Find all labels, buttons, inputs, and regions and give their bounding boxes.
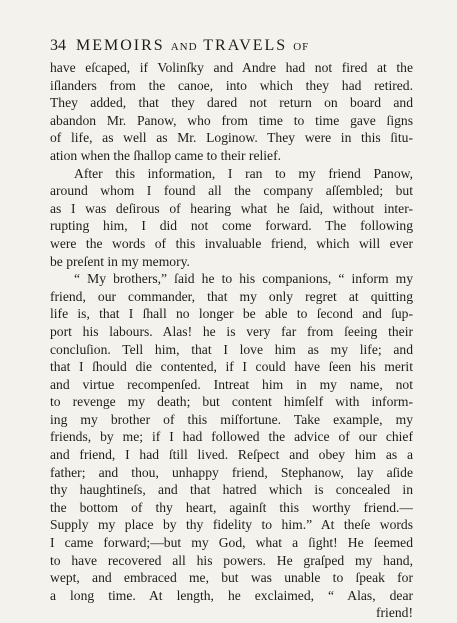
text-line: They added, that they dared not return on board and [50, 95, 413, 111]
text-line: as I was deſirous of hearing what he ſaid, without inter- [50, 200, 413, 216]
running-title-memoirs: MEMOIRS [76, 37, 165, 54]
text-line: friend, our commander, that my only regret at quitting [50, 288, 413, 304]
text-line: After this information, I ran to my friend Panow, [74, 165, 413, 181]
text-line: iſlanders from the canoe, into which they had retired. [50, 77, 413, 93]
text-line: abandon Mr. Panow, who from time to time gave ſigns [50, 112, 413, 128]
text-line: thy haughtineſs, and that hatred which is concealed in [50, 482, 413, 498]
text-line: ing my brother of this miſfortune. Take example, my [50, 411, 413, 427]
text-line: have eſcaped, if Volinſky and Andre had not fired at the [50, 60, 413, 75]
running-title-of: OF [293, 41, 310, 53]
text-line: ation when the ſhallop came to their relief. [50, 147, 282, 163]
running-header [50, 36, 413, 58]
text-line: Supply my place by thy fidelity to him.” At theſe words [50, 517, 413, 533]
text-line: wept, and embraced me, but was unable to ſpeak for [50, 570, 413, 586]
text-line: around whom I found all the company aſſembled; but [50, 183, 413, 199]
catchword-line: friend! [376, 605, 413, 621]
text-line: were the words of this invaluable friend, which will ever [50, 235, 413, 251]
text-line: friends, by me; if I had followed the advice of our chief [50, 429, 413, 445]
text-line: be preſent in my memory. [50, 253, 190, 269]
text-line: to revenge my death; but content himſelf with inform- [50, 394, 413, 410]
running-title-travels: TRAVELS [203, 37, 288, 54]
text-line: the bottom of thy heart, againſt this worthy friend.— [50, 499, 413, 515]
text-line: and friend, I had ſtill lived. Reſpect and obey him as a [50, 447, 413, 463]
text-line: father; and thou, unhappy friend, Stephanow, lay aſide [50, 464, 413, 480]
text-line: concluſion. Tell him, that I love him as my life; and [50, 341, 413, 357]
running-title [76, 36, 309, 57]
text-line: “ My brothers,” ſaid he to his companions, “ inform my [74, 271, 413, 287]
text-line: to have recovered all his powers. He graſped my hand, [50, 552, 413, 568]
text-line: port his labours. Alas! he is very far from ſeeing their [50, 323, 413, 339]
text-line: that I ſhould die contented, if I could have ſeen his merit [50, 359, 413, 375]
text-line: a long time. At length, he exclaimed, “ Alas, dear [50, 587, 413, 603]
text-line: rupting him, I did not come forward. The following [50, 218, 413, 234]
text-line: of life, as well as Mr. Loginow. They were in this ſitu- [50, 130, 413, 146]
body-text [50, 59, 413, 622]
text-line: I came forward;—but my God, what a ſight! He ſeemed [50, 535, 413, 551]
running-title-and: AND [170, 41, 198, 53]
text-line: life is, that I ſhall no longer be able to ſecond and ſup- [50, 306, 413, 322]
text-line: and virtue recompenſed. Intreat him in my name, not [50, 376, 413, 392]
page-number: 34 [50, 37, 66, 54]
